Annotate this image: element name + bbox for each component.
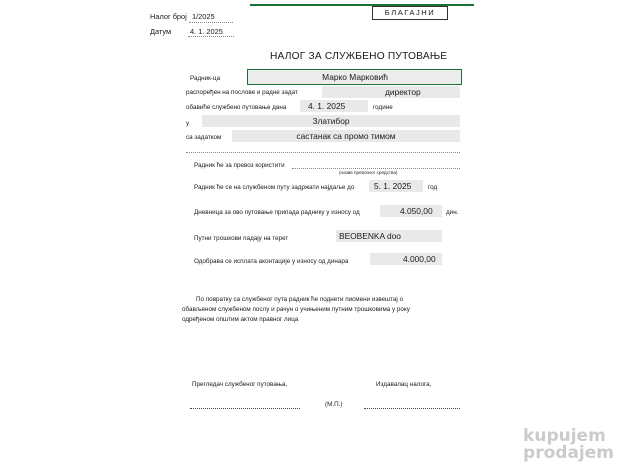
costs-value: BEOBENKA doo [339, 231, 401, 241]
document-title: НАЛОГ ЗА СЛУЖБЕНО ПУТОВАЊЕ [270, 51, 448, 62]
report-text-line3: одређеном општим актом правног лица [182, 316, 299, 323]
perform-date-value: 4. 1. 2025 [308, 101, 346, 111]
transport-label: Радник ће за превоз користити [194, 162, 285, 169]
reviewer-signature-line[interactable] [190, 408, 300, 409]
task-label: са задатком [186, 134, 222, 141]
costs-label: Путни трошкови падају на терет [194, 235, 289, 242]
watermark-line1: kupujem [523, 426, 606, 446]
position-value: директор [385, 87, 421, 97]
stay-date-value: 5. 1. 2025 [374, 181, 412, 191]
report-text-line2: обављеном службеном послу и рачун о учињеним путним трошковима у року [182, 306, 410, 313]
stay-suffix: год [428, 184, 438, 191]
order-date-value: 4. 1. 2025 [190, 27, 223, 36]
worker-value: Марко Марковић [322, 72, 388, 82]
order-number-value: 1/2025 [192, 12, 215, 21]
order-date-label: Датум [150, 27, 172, 36]
issuer-label: Издавалац налога, [376, 381, 432, 388]
perdiem-value: 4.050,00 [400, 206, 433, 216]
perform-suffix: године [373, 104, 393, 111]
perdiem-suffix: дин. [446, 209, 459, 216]
report-text-line1: По повратку са службеног пута радник ће поднети писмени извештај о [196, 296, 404, 303]
travel-order-document [142, 0, 476, 466]
issuer-signature-line[interactable] [364, 408, 460, 409]
kupujemprodajem-watermark [523, 428, 614, 462]
perdiem-label: Дневница за ово путовање припада раднику у износу од [194, 209, 360, 216]
seal-label: (М.П.) [325, 401, 343, 408]
stay-label: Радник ће се на службеном путу задржати најдаље до [194, 184, 355, 191]
task-value: састанак са промо тимом [296, 131, 396, 141]
order-number-line [189, 22, 233, 23]
place-label: у [186, 120, 190, 127]
perform-label: обавиће службено путовање дана [186, 104, 287, 111]
reviewer-label: Прегледач службеног путовања, [192, 381, 288, 388]
place-value: Златибор [312, 116, 350, 126]
worker-label: Радник-ца [190, 75, 221, 82]
order-date-line [188, 36, 234, 37]
advance-value: 4.000,00 [403, 254, 436, 264]
order-number-label: Налог број [150, 12, 187, 21]
watermark-line2: prodajem [523, 443, 614, 463]
position-label: распоређен на послове и радне задат [186, 89, 298, 96]
transport-hint: (назив превозног средства) [339, 170, 398, 175]
advance-label: Одобрава се исплата аконтације у износу од динара [194, 258, 349, 265]
task-continuation-line [186, 152, 460, 153]
transport-line[interactable] [292, 168, 460, 169]
cashier-stamp: БЛАГАЈНИ [372, 6, 448, 20]
